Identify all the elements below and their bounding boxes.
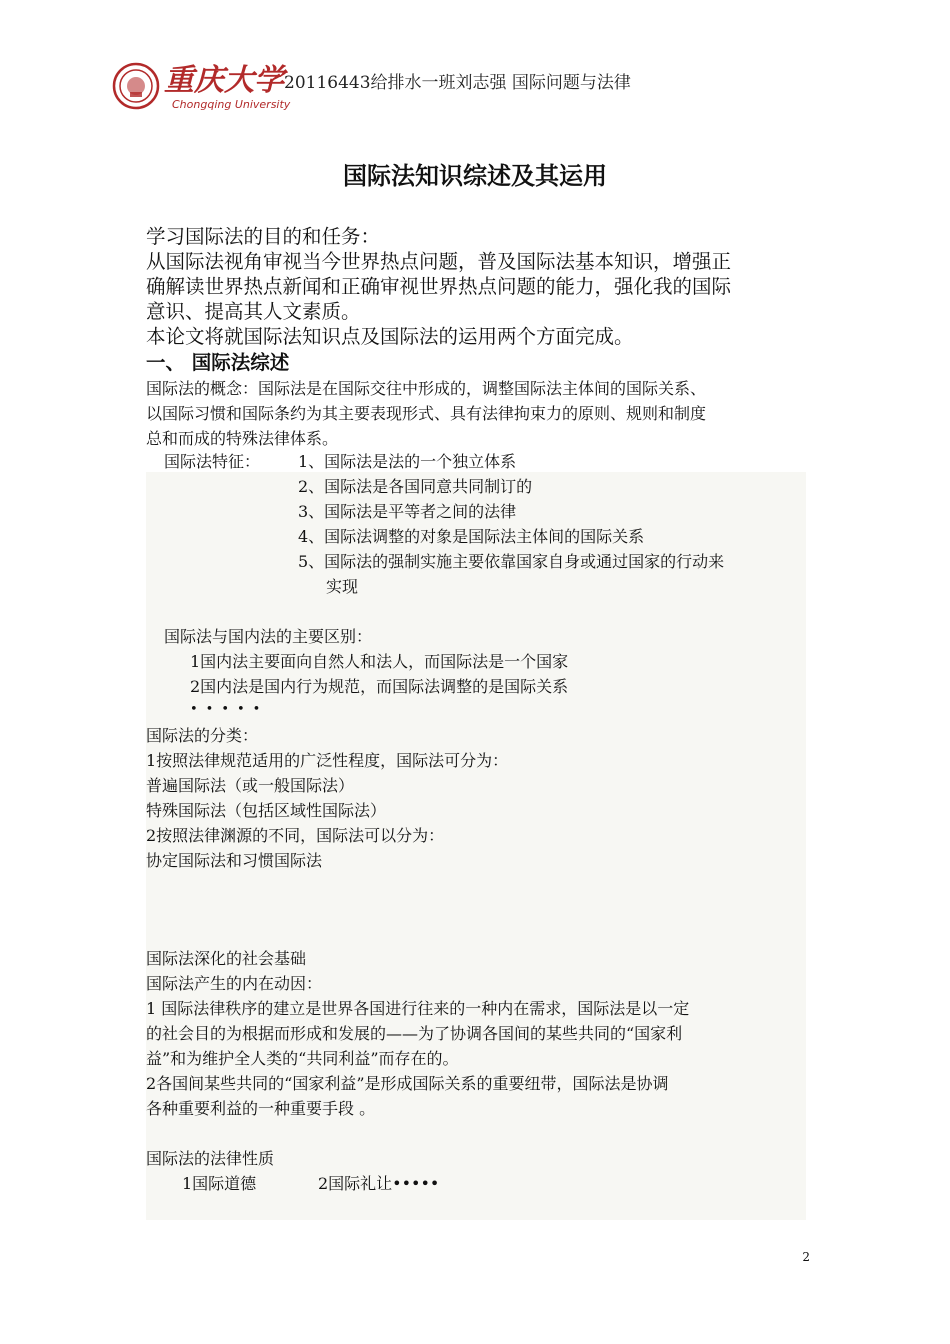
feature-item: 3、国际法是平等者之间的法律 bbox=[298, 502, 517, 521]
features-label: 国际法特征： bbox=[164, 452, 261, 471]
nature-item: 2国际礼让••••• bbox=[318, 1174, 440, 1193]
social-basis-label: 国际法深化的社会基础 bbox=[146, 949, 307, 968]
social-basis-line: 的社会目的为根据而形成和发展的——为了协调各国间的某些共同的“国家利 bbox=[146, 1024, 683, 1043]
concept-line: 总和而成的特殊法律体系。 bbox=[146, 429, 339, 448]
difference-item: 1国内法主要面向自然人和法人，而国际法是一个国家 bbox=[190, 652, 569, 671]
classification-line: 1按照法律规范适用的广泛性程度，国际法可分为： bbox=[146, 751, 509, 770]
university-seal-icon bbox=[112, 62, 160, 110]
section-heading: 一、 国际法综述 bbox=[146, 351, 290, 374]
concept-line: 以国际习惯和国际条约为其主要表现形式、具有法律拘束力的原则、规则和制度 bbox=[146, 404, 707, 423]
feature-item: 1、国际法是法的一个独立体系 bbox=[298, 452, 517, 471]
classification-line: 特殊国际法（包括区域性国际法） bbox=[146, 801, 387, 820]
difference-label: 国际法与国内法的主要区别： bbox=[164, 627, 373, 646]
feature-item-continuation: 实现 bbox=[326, 577, 359, 596]
logo-english-name: Chongqing University bbox=[172, 98, 291, 111]
logo-wordmark: 重庆大学 bbox=[164, 63, 284, 98]
social-basis-line: 益”和为维护全人类的“共同利益”而存在的。 bbox=[146, 1049, 459, 1068]
classification-line: 2按照法律渊源的不同，国际法可以分为： bbox=[146, 826, 445, 845]
ellipsis-dots: ••••• bbox=[190, 702, 269, 717]
concept-line: 国际法的概念：国际法是在国际交往中形成的，调整国际法主体间的国际关系、 bbox=[146, 379, 707, 398]
nature-item: 1国际道德 bbox=[182, 1174, 257, 1193]
social-basis-line: 各种重要利益的一种重要手段 。 bbox=[146, 1099, 376, 1118]
social-basis-line: 1 国际法律秩序的建立是世界各国进行往来的一种内在需求，国际法是以一定 bbox=[146, 999, 690, 1018]
header-text: 20116443给排水一班刘志强 国际问题与法律 bbox=[284, 73, 631, 93]
social-basis-line: 国际法产生的内在动因： bbox=[146, 974, 323, 993]
page-header bbox=[112, 62, 812, 114]
document-title: 国际法知识综述及其运用 bbox=[343, 162, 607, 190]
intro-line: 学习国际法的目的和任务： bbox=[146, 225, 381, 248]
classification-line: 协定国际法和习惯国际法 bbox=[146, 851, 323, 870]
intro-line: 本论文将就国际法知识点及国际法的运用两个方面完成。 bbox=[146, 325, 634, 348]
intro-line: 确解读世界热点新闻和正确审视世界热点问题的能力，强化我的国际 bbox=[146, 275, 732, 298]
difference-item: 2国内法是国内行为规范，而国际法调整的是国际关系 bbox=[190, 677, 569, 696]
page-number: 2 bbox=[802, 1250, 810, 1264]
feature-item: 5、国际法的强制实施主要依靠国家自身或通过国家的行动来 bbox=[298, 552, 725, 571]
intro-line: 意识、提高其人文素质。 bbox=[146, 300, 361, 323]
classification-line: 普遍国际法（或一般国际法） bbox=[146, 776, 355, 795]
feature-item: 2、国际法是各国同意共同制订的 bbox=[298, 477, 533, 496]
social-basis-line: 2各国间某些共同的“国家利益”是形成国际关系的重要纽带，国际法是协调 bbox=[146, 1074, 669, 1093]
nature-label: 国际法的法律性质 bbox=[146, 1149, 275, 1168]
feature-item: 4、国际法调整的对象是国际法主体间的国际关系 bbox=[298, 527, 645, 546]
intro-line: 从国际法视角审视当今世界热点问题，普及国际法基本知识，增强正 bbox=[146, 250, 732, 273]
classification-label: 国际法的分类： bbox=[146, 726, 259, 745]
